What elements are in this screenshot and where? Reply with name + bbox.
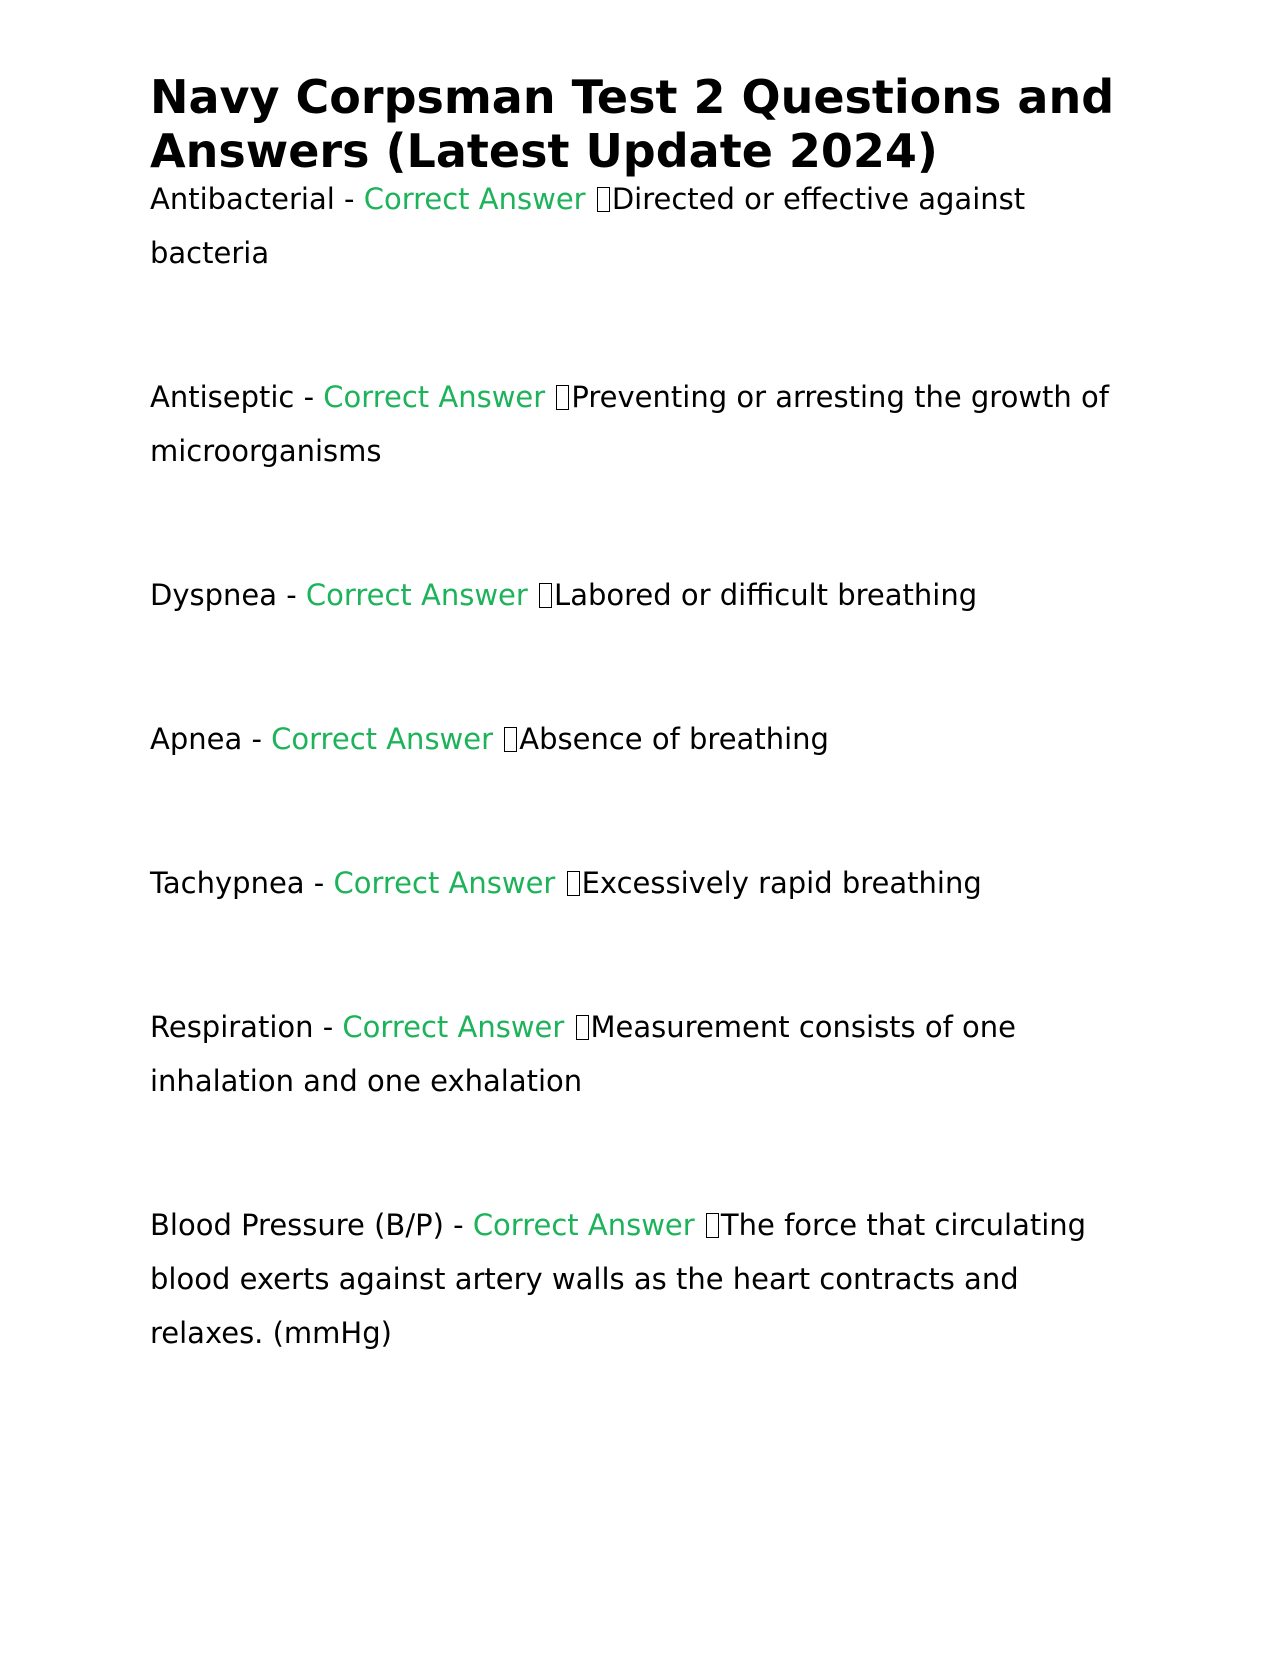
document-page — [150, 70, 1130, 1360]
correct-answer-label: Correct Answer — [342, 1010, 565, 1044]
term-entry — [150, 856, 1130, 910]
term-separator: - — [313, 1010, 343, 1044]
term-entry — [150, 370, 1130, 478]
term-definition: Labored or difficult breathing — [554, 578, 978, 612]
term-definition: Measurement consists of one inhalation and one exhalation — [150, 1010, 1017, 1098]
term-label: Blood Pressure (B/P) — [150, 1208, 444, 1242]
term-separator: - — [294, 380, 324, 414]
missing-glyph-box-icon — [504, 727, 517, 752]
term-label: Apnea — [150, 722, 243, 756]
term-separator: - — [242, 722, 272, 756]
term-label: Respiration — [150, 1010, 314, 1044]
missing-glyph-box-icon — [576, 1015, 589, 1040]
correct-answer-label: Correct Answer — [472, 1208, 695, 1242]
missing-glyph-box-icon — [597, 187, 610, 212]
term-entry — [150, 712, 1130, 766]
document-title: Navy Corpsman Test 2 Questions and Answers (Latest Update 2024) — [150, 70, 1115, 178]
missing-glyph-box-icon — [706, 1213, 719, 1238]
term-label: Antiseptic — [150, 380, 295, 414]
term-label: Tachypnea — [150, 866, 305, 900]
term-entry — [150, 1000, 1130, 1108]
missing-glyph-box-icon — [567, 871, 580, 896]
term-definition: The force that circulating blood exerts against artery walls as the heart contracts and relaxes. (mmHg) — [150, 1208, 1087, 1350]
term-definition: Absence of breathing — [519, 722, 829, 756]
term-separator: - — [277, 578, 306, 612]
term-separator: - — [334, 182, 364, 216]
term-label: Antibacterial — [150, 182, 335, 216]
missing-glyph-box-icon — [556, 385, 569, 410]
term-definition: Excessively rapid breathing — [581, 866, 982, 900]
term-definition: Directed or effective against bacteria — [150, 182, 1026, 270]
term-separator: - — [304, 866, 334, 900]
term-label: Dyspnea — [150, 578, 278, 612]
correct-answer-label: Correct Answer — [333, 866, 556, 900]
correct-answer-label: Correct Answer — [323, 380, 546, 414]
term-list — [150, 172, 1130, 1360]
term-entry — [150, 172, 1130, 280]
correct-answer-label: Correct Answer — [305, 578, 528, 612]
correct-answer-label: Correct Answer — [271, 722, 494, 756]
term-separator: - — [443, 1208, 473, 1242]
correct-answer-label: Correct Answer — [363, 182, 586, 216]
term-entry — [150, 1198, 1130, 1360]
term-entry — [150, 568, 1130, 622]
term-definition: Preventing or arresting the growth of microorganisms — [150, 380, 1109, 468]
missing-glyph-box-icon — [539, 583, 552, 608]
